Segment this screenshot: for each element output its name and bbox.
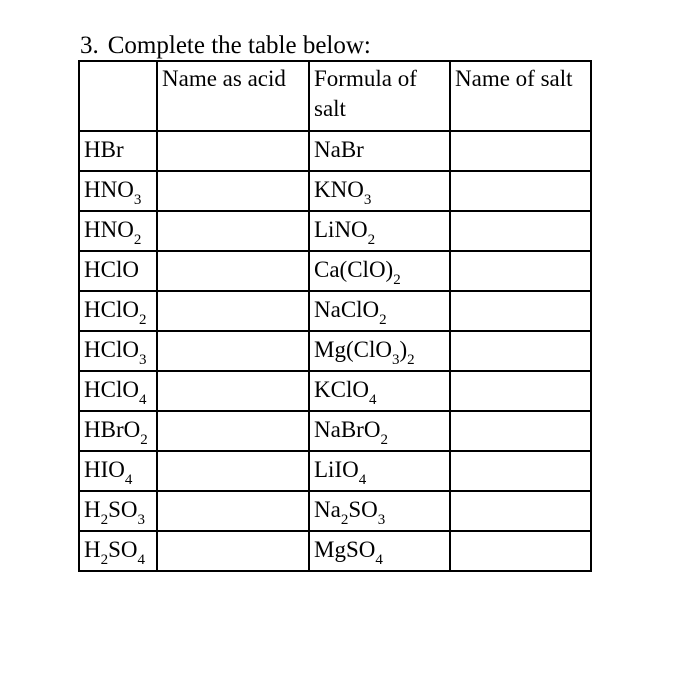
header-formula-of-salt: Formula of salt (309, 61, 450, 131)
salt-formula-cell: KClO$_4$ (309, 371, 450, 411)
name-of-salt-cell[interactable] (450, 131, 591, 171)
question-heading (80, 30, 371, 62)
salt-formula-cell: MgSO$_4$ (309, 531, 450, 571)
table-row (79, 171, 591, 211)
name-of-salt-cell[interactable] (450, 531, 591, 571)
name-as-acid-cell[interactable] (157, 291, 309, 331)
salt-formula-cell: $Mg(ClO_3)_2$ (309, 331, 450, 371)
name-as-acid-cell[interactable] (157, 211, 309, 251)
table-row (79, 491, 591, 531)
name-as-acid-cell[interactable] (157, 371, 309, 411)
acid-formula-cell: HClO (79, 251, 157, 291)
name-as-acid-cell[interactable] (157, 171, 309, 211)
name-of-salt-cell[interactable] (450, 331, 591, 371)
table-row (79, 131, 591, 171)
name-as-acid-cell[interactable] (157, 451, 309, 491)
table-row (79, 251, 591, 291)
name-of-salt-cell[interactable] (450, 251, 591, 291)
acid-formula-cell: $H_2SO_3$ (79, 491, 157, 531)
table-row (79, 411, 591, 451)
name-as-acid-cell[interactable] (157, 331, 309, 371)
acid-salt-table (78, 60, 592, 572)
name-of-salt-cell[interactable] (450, 291, 591, 331)
salt-formula-cell: $Ca(ClO)_2$ (309, 251, 450, 291)
acid-formula-cell: HClO$_2$ (79, 291, 157, 331)
name-of-salt-cell[interactable] (450, 411, 591, 451)
name-of-salt-cell[interactable] (450, 491, 591, 531)
name-as-acid-cell[interactable] (157, 531, 309, 571)
salt-formula-cell: $KNO_3$ (309, 171, 450, 211)
salt-formula-cell: LiNO$_2$ (309, 211, 450, 251)
question-prompt: Complete the table below: (107, 32, 371, 59)
salt-formula-cell: $Na_2SO_3$ (309, 491, 450, 531)
acid-formula-cell: HBr (79, 131, 157, 171)
salt-formula-cell: NaClO$_2$ (309, 291, 450, 331)
table-row (79, 331, 591, 371)
name-of-salt-cell[interactable] (450, 211, 591, 251)
table-row (79, 531, 591, 571)
acid-formula-cell: HClO$_3$ (79, 331, 157, 371)
acid-formula-cell: HClO$_4$ (79, 371, 157, 411)
name-as-acid-cell[interactable] (157, 491, 309, 531)
question-number: 3. (80, 32, 99, 59)
table-row (79, 211, 591, 251)
salt-formula-cell: NaBrO$_2$ (309, 411, 450, 451)
name-of-salt-cell[interactable] (450, 171, 591, 211)
header-acid-formula (79, 61, 157, 131)
name-of-salt-cell[interactable] (450, 451, 591, 491)
salt-formula-cell: LiIO$_4$ (309, 451, 450, 491)
table-body (79, 131, 591, 571)
name-of-salt-cell[interactable] (450, 371, 591, 411)
acid-formula-cell: $H_2SO_4$ (79, 531, 157, 571)
acid-formula-cell: $HIO_4$ (79, 451, 157, 491)
acid-formula-cell: $HNO_3$ (79, 171, 157, 211)
table-row (79, 451, 591, 491)
table-header-row (79, 61, 591, 131)
acid-formula-cell: HBrO$_2$ (79, 411, 157, 451)
name-as-acid-cell[interactable] (157, 411, 309, 451)
salt-formula-cell: NaBr (309, 131, 450, 171)
table-row (79, 291, 591, 331)
acid-formula-cell: $HNO_2$ (79, 211, 157, 251)
name-as-acid-cell[interactable] (157, 251, 309, 291)
header-name-as-acid: Name as acid (157, 61, 309, 131)
table-row (79, 371, 591, 411)
header-name-of-salt: Name of salt (450, 61, 591, 131)
name-as-acid-cell[interactable] (157, 131, 309, 171)
